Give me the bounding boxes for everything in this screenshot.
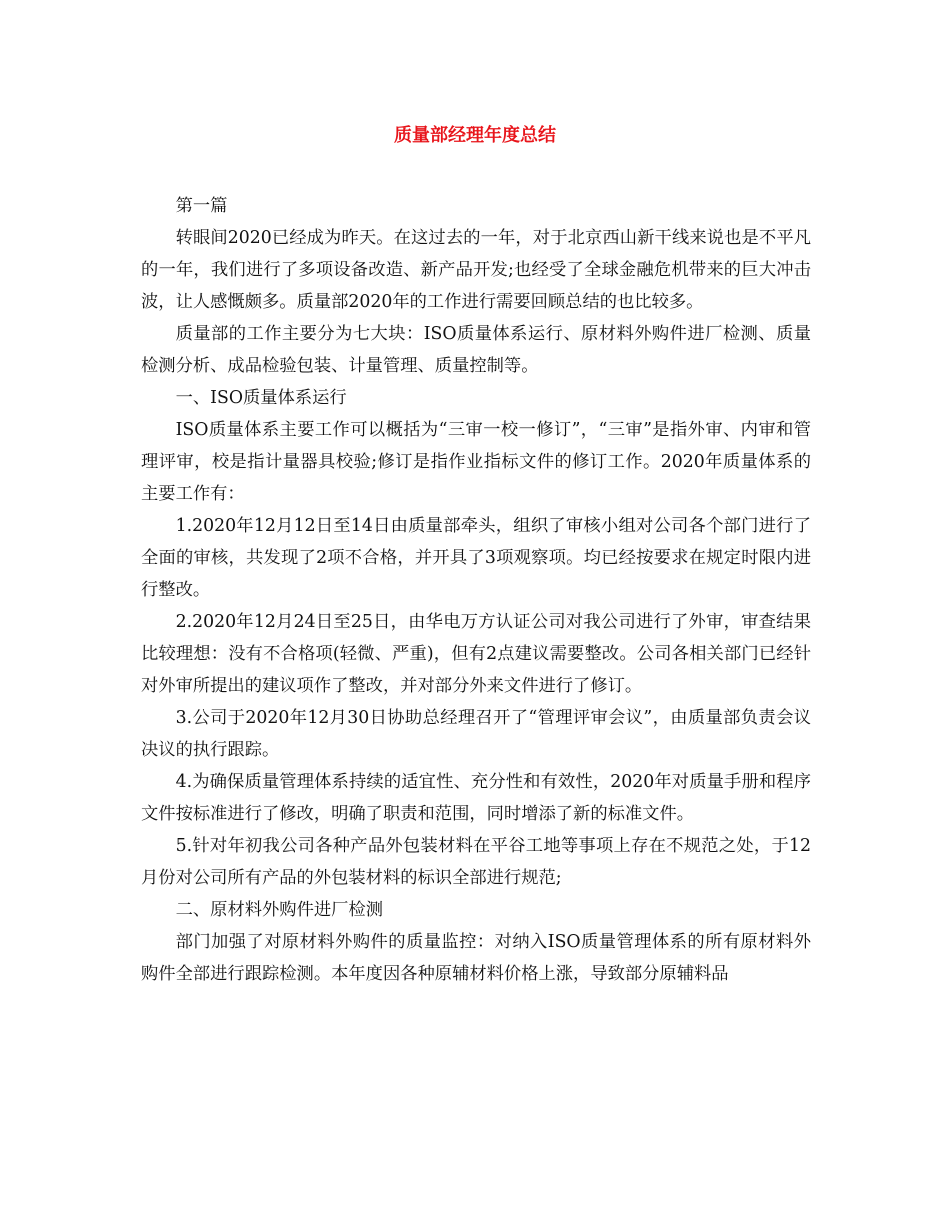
document-body <box>141 190 811 990</box>
document-title: 质量部经理年度总结 <box>394 125 556 146</box>
paragraph: 部门加强了对原材料外购件的质量监控：对纳入ISO质量管理体系的所有原材料外购件全部进行跟踪检测。本年度因各种原辅材料价格上涨，导致部分原辅料品 <box>141 932 811 984</box>
list-item: 3.公司于2020年12月30日协助总经理召开了“管理评审会议”，由质量部负责会议决议的执行跟踪。 <box>141 708 811 760</box>
list-item: 4.为确保质量管理体系持续的适宜性、充分性和有效性，2020年对质量手册和程序文件按标准进行了修改，明确了职责和范围，同时增添了新的标准文件。 <box>141 772 811 824</box>
list-item: 2.2020年12月24日至25日，由华电万方认证公司对我公司进行了外审，审查结果比较理想：没有不合格项(轻微、严重)，但有2点建议需要整改。公司各相关部门已经针对外审所提出的建议项作了整改，并对部分外来文件进行了修订。 <box>141 612 811 696</box>
list-item: 1.2020年12月12日至14日由质量部牵头，组织了审核小组对公司各个部门进行了全面的审核，共发现了2项不合格，并开具了3项观察项。均已经按要求在规定时限内进行整改。 <box>141 516 811 600</box>
section-heading: 第一篇 <box>175 196 228 216</box>
paragraph: 转眼间2020已经成为昨天。在这过去的一年，对于北京西山新干线来说也是不平凡的一年，我们进行了多项设备改造、新产品开发;也经受了全球金融危机带来的巨大冲击波，让人感慨颇多。质量部2020年的工作进行需要回顾总结的也比较多。 <box>141 228 811 312</box>
section-heading: 一、ISO质量体系运行 <box>175 388 347 408</box>
paragraph: ISO质量体系主要工作可以概括为“三审一校一修订”，“三审”是指外审、内审和管理评审，校是指计量器具校验;修订是指作业指标文件的修订工作。2020年质量体系的主要工作有： <box>141 420 811 504</box>
list-item: 5.针对年初我公司各种产品外包装材料在平谷工地等事项上存在不规范之处，于12月份对公司所有产品的外包装材料的标识全部进行规范; <box>141 836 811 888</box>
paragraph: 质量部的工作主要分为七大块：ISO质量体系运行、原材料外购件进厂检测、质量检测分析、成品检验包装、计量管理、质量控制等。 <box>141 324 811 376</box>
section-heading: 二、原材料外购件进厂检测 <box>175 900 383 920</box>
